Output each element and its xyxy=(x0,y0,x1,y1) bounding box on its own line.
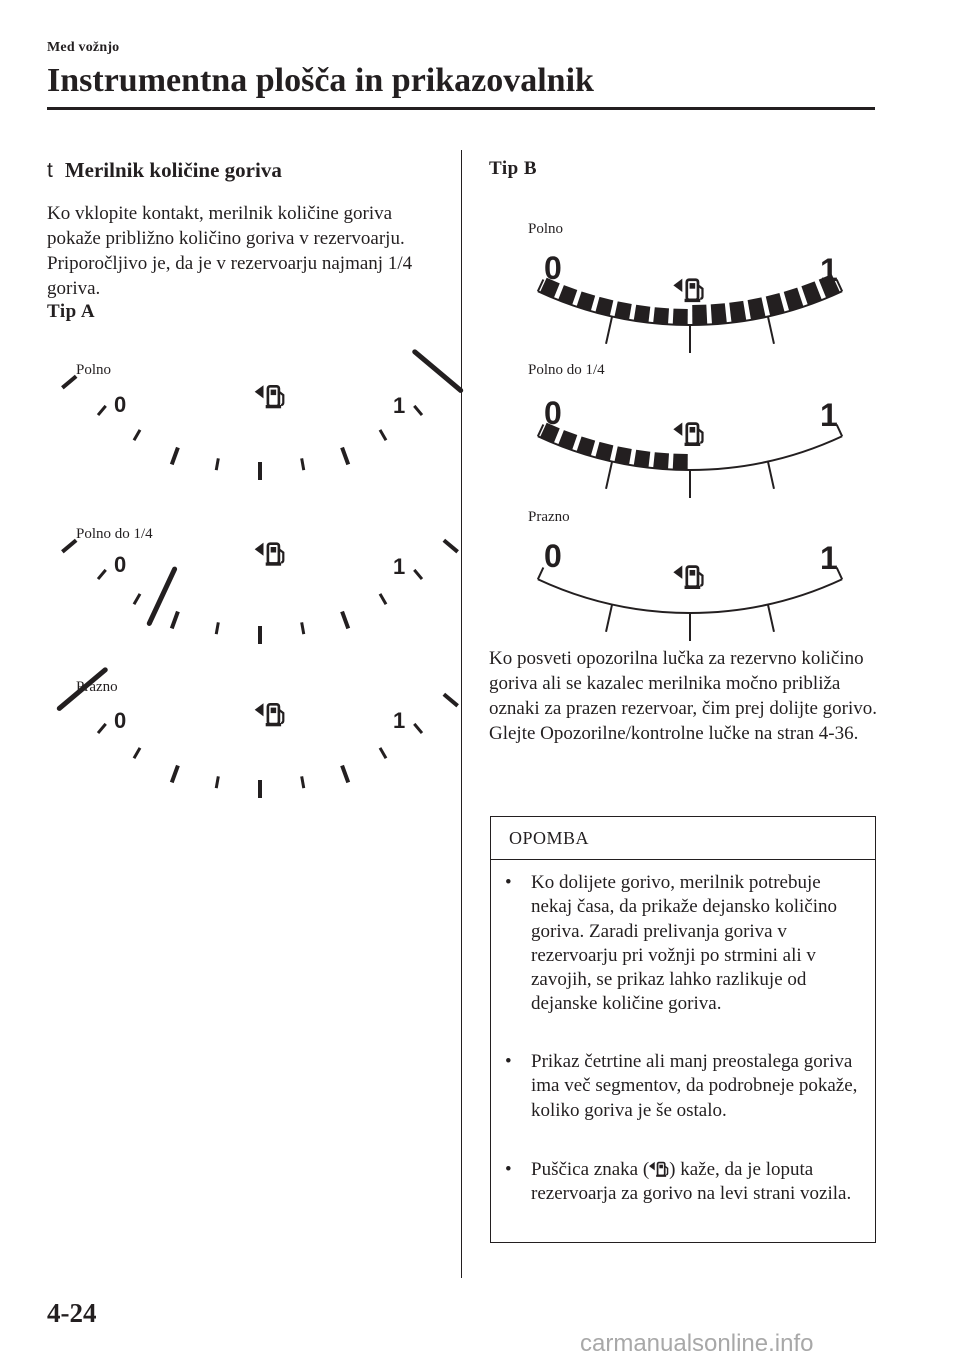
warning-text: Ko posveti opozorilna lučka za rezervno količino goriva ali se kazalec merilnika močno približa oznaki za prazen rezervoar, čim prej dolijte gorivo. xyxy=(489,648,878,719)
page-number: 4-24 xyxy=(47,1298,97,1328)
empty-mark: 0 xyxy=(114,708,127,733)
type-a-gauge-empty xyxy=(60,690,420,805)
full-mark: 1 xyxy=(820,540,838,576)
gauge-segment xyxy=(614,446,631,464)
type-b-gauge-empty xyxy=(530,533,850,633)
gauge-segment xyxy=(729,301,746,323)
full-mark: 1 xyxy=(820,252,838,288)
note-header xyxy=(491,817,875,860)
gauge-tick xyxy=(98,724,106,733)
bullet3-after: ) kaže, da je loputa rezervoarja za gorivo na levi strani vozila. xyxy=(531,1159,852,1205)
type-a-state-label: Prazno xyxy=(76,679,118,695)
gauge-arc-line xyxy=(538,579,842,613)
note-bullet xyxy=(505,871,865,1017)
gauge-scale-tick xyxy=(606,604,612,631)
empty-mark: 0 xyxy=(544,538,562,574)
gauge-tick xyxy=(62,376,76,388)
full-mark: 1 xyxy=(393,393,406,418)
gauge-segment xyxy=(692,305,707,325)
fuel-pump-icon xyxy=(255,543,284,566)
gauge-scale-tick xyxy=(768,604,774,631)
type-a-label: Tip A xyxy=(47,301,96,322)
gauge-tick xyxy=(134,748,140,758)
note-bullet-text xyxy=(531,1158,865,1207)
title-rule xyxy=(47,107,875,110)
watermark: carmanualsonline.info xyxy=(580,1330,814,1357)
type-b-gauge-quarter xyxy=(530,390,850,490)
reference-text: Glejte Opozorilne/kontrolne lučke na stran 4-36. xyxy=(489,723,859,744)
needle xyxy=(59,670,105,709)
gauge-tick xyxy=(134,430,140,440)
gauge-tick xyxy=(342,766,348,783)
needle xyxy=(415,352,461,391)
empty-mark: 0 xyxy=(114,392,127,417)
gauge-tick xyxy=(380,430,386,440)
column-divider xyxy=(461,150,462,1278)
gauge-segment xyxy=(784,288,804,311)
type-b-state-label: Polno xyxy=(528,221,564,237)
gauge-tick xyxy=(98,570,106,579)
gauge-segment xyxy=(634,305,651,323)
full-mark: 1 xyxy=(393,708,406,733)
bullet-dot: • xyxy=(505,1051,512,1072)
gauge-tick xyxy=(380,748,386,758)
note-title: OPOMBA xyxy=(509,828,590,848)
gauge-tick xyxy=(444,540,458,552)
type-b-gauge-full xyxy=(530,245,850,345)
gauge-tick xyxy=(172,766,178,783)
gauge-tick xyxy=(380,594,386,604)
note-bullet xyxy=(505,1158,865,1207)
warning-paragraph xyxy=(489,646,879,746)
section-heading-text: Merilnik količine goriva xyxy=(64,158,282,182)
type-b-state-label: Polno do 1/4 xyxy=(528,362,605,378)
gauge-segment xyxy=(614,301,631,319)
gauge-tick xyxy=(302,458,304,470)
empty-mark: 0 xyxy=(114,552,127,577)
section-glyph: t xyxy=(47,159,53,182)
note-bullet-text: Ko dolijete gorivo, merilnik potrebuje nekaj časa, da prikaže dejansko količino goriva. Zaradi prelivanja goriva v rezervoarju pri vožnji po strmini ali v zavojih, se prikaz lahko razlikuje od dejanske količine goriva. xyxy=(531,872,837,1015)
page-title: Instrumentna plošča in prikazovalnik xyxy=(47,62,594,99)
fuel-pump-icon xyxy=(673,279,702,303)
gauge-tick xyxy=(444,694,458,706)
gauge-scale-tick xyxy=(606,316,612,343)
empty-mark: 0 xyxy=(544,395,562,431)
gauge-tick xyxy=(302,776,304,788)
gauge-arc xyxy=(538,567,842,641)
fuel-pump-icon xyxy=(673,565,702,589)
bullet3-before: Puščica znaka ( xyxy=(531,1159,650,1180)
note-box xyxy=(490,816,876,1243)
gauge-tick xyxy=(216,458,218,470)
gauge-segment xyxy=(748,297,766,319)
gauge-tick xyxy=(62,540,76,552)
gauge-segment xyxy=(634,450,651,468)
gauge-tick xyxy=(414,406,422,415)
gauge-arc xyxy=(538,423,842,498)
gauge-tick xyxy=(216,622,218,634)
gauge-segment xyxy=(673,309,688,325)
intro-paragraph: Ko vklopite kontakt, merilnik količine goriva pokaže približno količino goriva v rezervoarju. Priporočljivo je, da je v rezervoarju najmanj 1/4 goriva. xyxy=(47,203,413,299)
fuel-pump-icon xyxy=(255,385,284,408)
gauge-tick xyxy=(98,406,106,415)
gauge-tick xyxy=(172,612,178,629)
gauge-tick xyxy=(302,622,304,634)
bullet-dot: • xyxy=(505,872,512,893)
full-mark: 1 xyxy=(820,397,838,433)
gauge-tick xyxy=(414,570,422,579)
gauge-segment xyxy=(653,452,669,469)
gauge-tick xyxy=(216,776,218,788)
fuel-pump-icon xyxy=(255,703,284,726)
gauge-scale-tick xyxy=(768,461,774,488)
gauge-tick xyxy=(134,594,140,604)
gauge-end-tick xyxy=(538,567,543,579)
type-a-gauge-full xyxy=(60,372,420,487)
type-b-label: Tip B xyxy=(489,158,538,179)
type-a-gauge-quarter xyxy=(60,536,420,651)
type-a-state-label: Polno xyxy=(76,362,112,378)
bullet-dot: • xyxy=(505,1159,512,1180)
empty-mark: 0 xyxy=(544,250,562,286)
note-bullet xyxy=(505,1050,865,1123)
gauge-scale-tick xyxy=(606,461,612,488)
section-heading xyxy=(47,158,282,183)
gauge-segment xyxy=(711,303,727,324)
gauge-tick xyxy=(414,724,422,733)
full-mark: 1 xyxy=(393,554,406,579)
note-bullet-text: Prikaz četrtine ali manj preostalega goriva ima več segmentov, da podrobneje pokaže, koliko goriva je še ostalo. xyxy=(531,1051,858,1121)
gauge-tick xyxy=(342,448,348,465)
gauge-tick xyxy=(172,448,178,465)
type-a-state-label: Polno do 1/4 xyxy=(76,526,153,542)
type-b-state-label: Prazno xyxy=(528,509,570,525)
needle xyxy=(149,569,174,623)
running-head: Med vožnjo xyxy=(47,40,120,55)
gauge-segment xyxy=(673,454,688,470)
fuel-pump-icon xyxy=(649,1160,669,1178)
gauge-segment xyxy=(766,293,785,316)
fuel-pump-icon xyxy=(673,422,702,446)
gauge-segment xyxy=(653,307,669,324)
gauge-tick xyxy=(342,612,348,629)
gauge-scale-tick xyxy=(768,316,774,343)
